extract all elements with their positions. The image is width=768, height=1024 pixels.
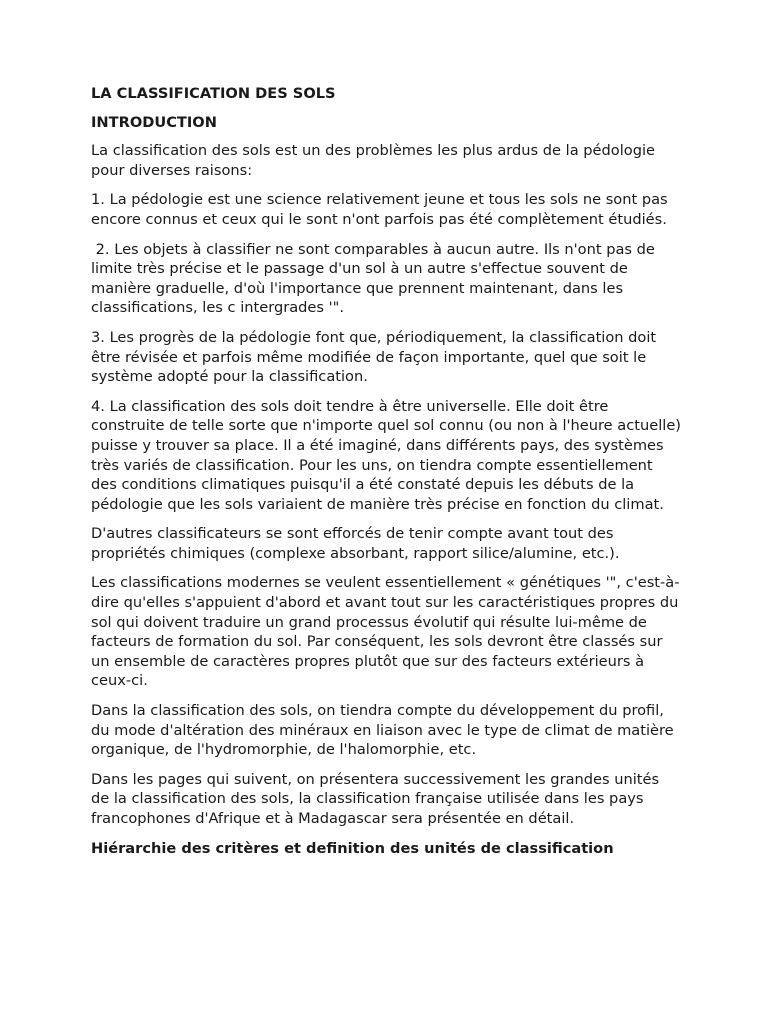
paragraph-reason-2: 2. Les objets à classifier ne sont comparables à aucun autre. Ils n'ont pas de limite très précise et le passage d'un sol à un autre s'effectue souvent de manière graduelle, d'où l'importance que prennent maintenant, dans les classifications, les c intergrades '". xyxy=(91,240,660,317)
document-body xyxy=(91,84,681,868)
paragraph-reason-3: 3. Les progrès de la pédologie font que, périodiquement, la classification doit être révisée et parfois même modifiée de façon importante, quel que soit le système adopté pour la classification. xyxy=(91,328,657,386)
introduction-heading: INTRODUCTION xyxy=(91,113,217,131)
paragraph-following-pages: Dans les pages qui suivent, on présentera successivement les grandes unités de la classification des sols, la classification française utilisée dans les pays francophones d'Afrique et à Madagascar sera présentée en détail. xyxy=(91,770,660,827)
paragraph-modern-classifications: Les classifications modernes se veulent essentiellement « génétiques '", c'est-à-dire qu'elles s'appuient d'abord et avant tout sur les caractéristiques propres du sol qui doivent traduire un grand processus évolutif qui résulte lui-même de facteurs de formation du sol. Par conséquent, les sols devront être classés sur un ensemble de caractères propres plutôt que sur des facteurs extérieurs à ceux-ci. xyxy=(91,574,680,690)
paragraph-intro: La classification des sols est un des problèmes les plus ardus de la pédologie pour diverses raisons: xyxy=(91,142,655,179)
paragraph-classification-criteria: Dans la classification des sols, on tiendra compte du développement du profil, du mode d'altération des minéraux en liaison avec le type de climat de matière organique, de l'hydromorphie, de l'halomorphie, etc. xyxy=(91,702,674,759)
document-title: LA CLASSIFICATION DES SOLS xyxy=(91,85,336,102)
paragraph-reason-1: 1. La pédologie est une science relativement jeune et tous les sols ne sont pas encore connus et ceux qui le sont n'ont parfois pas été complètement étudiés. xyxy=(91,191,668,228)
paragraph-chemical-classifiers: D'autres classificateurs se sont efforcés de tenir compte avant tout des propriétés chimiques (complexe absorbant, rapport silice/alumine, etc.). xyxy=(91,525,620,562)
paragraph-reason-4: 4. La classification des sols doit tendre à être universelle. Elle doit être construite de telle sorte que n'importe quel sol connu (ou non à l'heure actuelle) puisse y trouver sa place. Il a été imaginé, dans différents pays, des systèmes très variés de classification. Pour les uns, on tiendra compte essentiellement des conditions climatiques puisqu'il a été constaté depuis les débuts de la pédologie que les sols variaient de manière très précise en fonction du climat. xyxy=(91,397,681,513)
section-heading: Hiérarchie des critères et definition des unités de classification xyxy=(91,839,614,857)
